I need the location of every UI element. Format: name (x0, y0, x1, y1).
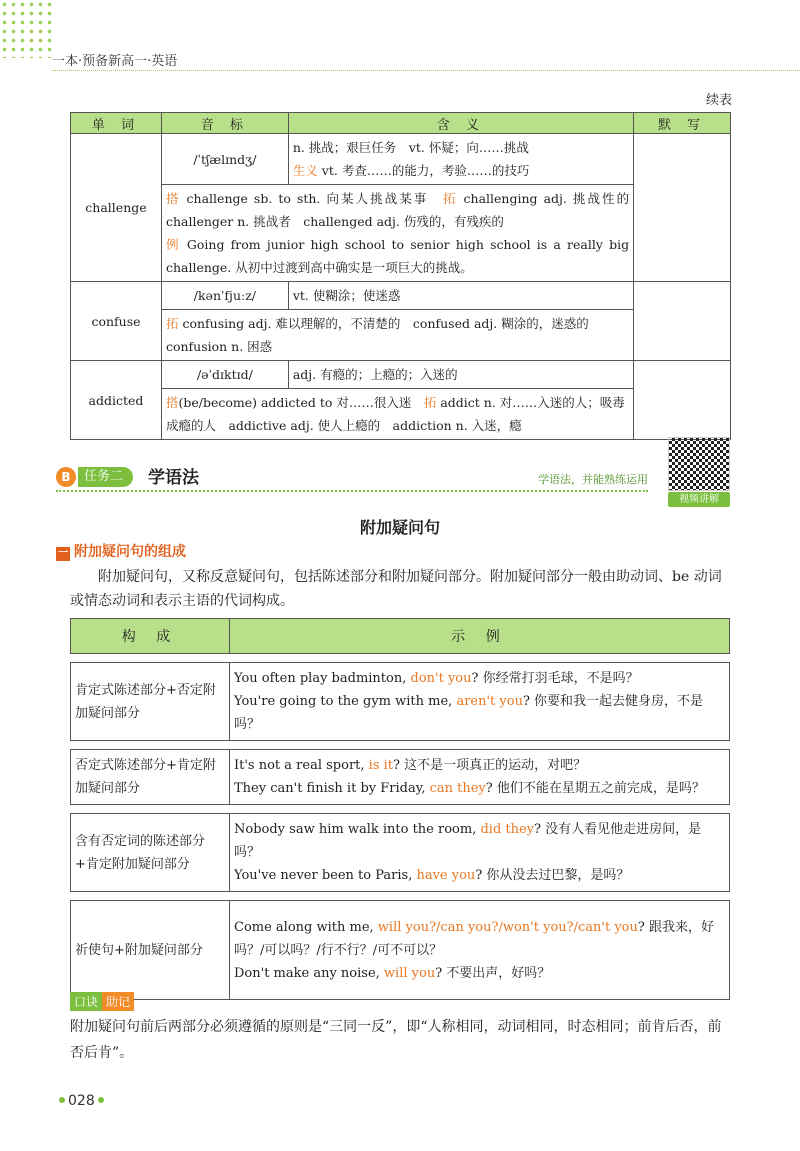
col-header-meaning: 含 义 (288, 113, 633, 134)
example-cell (230, 901, 730, 1000)
col-header-word: 单 词 (71, 113, 162, 134)
video-explain-label[interactable]: 视频讲解 (668, 492, 730, 507)
page-title: 附加疑问句 (359, 518, 440, 537)
structure-cell: 祈使句+附加疑问部分 (71, 901, 230, 1000)
dictation-cell[interactable] (634, 134, 731, 282)
collocation-text: challenge sb. to sth. 向某人挑战某事 (180, 191, 443, 206)
example-line: Nobody saw him walk into the room, did they? 没有人看见他走进房间，是吗？ (234, 822, 702, 860)
row-spacer (71, 654, 730, 663)
row-spacer (71, 805, 730, 814)
example-line: You often play badminton, don't you? 你经常打羽毛球，不是吗？ (234, 671, 639, 686)
table-row (71, 750, 730, 805)
tag-label: 例 (165, 237, 181, 252)
meaning-cell: vt. 使糊涂；使迷惑 (288, 282, 633, 310)
word-cell: addicted (71, 361, 162, 440)
example-cell (230, 814, 730, 892)
tag-label: 拓 (165, 316, 179, 331)
structure-cell: 肯定式陈述部分+否定附加疑问部分 (71, 663, 230, 741)
table-row (71, 663, 730, 741)
example-line: It's not a real sport, is it? 这不是一项真正的运动，对吧？ (234, 758, 587, 773)
example-text: Going from junior high school to senior high school is a really big challenge. 从初中过渡到高中确实是一项巨大的挑战。 (165, 237, 630, 275)
tag-question: can they (429, 781, 486, 796)
section-title: 学语法 (148, 468, 199, 488)
dot-icon (59, 1097, 65, 1103)
table-row (71, 185, 731, 282)
extension-text: addict n. 对……入迷的人；吸毒成瘾的人 addictive adj. 使人上瘾的 addiction n. 入迷，瘾 (165, 395, 625, 433)
dictation-cell[interactable] (634, 361, 731, 440)
phonetic-cell: /ˈtʃælɪndʒ/ (161, 134, 288, 185)
extension-text: confusing adj. 难以理解的，不清楚的 confused adj. 糊涂的，迷惑的 confusion n. 困惑 (165, 316, 589, 354)
table-row (71, 814, 730, 892)
tag-question: will you?/can you?/won't you?/can't you (377, 919, 638, 935)
meaning-cell: adj. 有瘾的；上瘾的；入迷的 (288, 361, 633, 389)
vocab-table (70, 112, 731, 440)
notes-cell (161, 185, 633, 282)
section-subtitle: 学语法，并能熟练运用 (538, 473, 648, 486)
mnemonic-label-b: 助记 (102, 992, 134, 1011)
tag-question: did they (480, 822, 535, 837)
qr-code-icon[interactable] (668, 437, 730, 491)
table-row (71, 901, 730, 1000)
example-line: Come along with me, will you?/can you?/won't you?/can't you? 跟我来，好吗？/可以吗？/行不行？/可不可以？ (234, 919, 714, 958)
book-title: 一本·预备新高一·英语 (52, 54, 178, 69)
grammar-table (70, 618, 730, 1000)
mnemonic-label (70, 991, 134, 1011)
col-header-dictation: 默 写 (634, 113, 731, 134)
tag-question: aren't you (456, 694, 523, 709)
word-cell: challenge (71, 134, 162, 282)
tag-question: is it (368, 758, 393, 773)
section-divider (56, 490, 648, 492)
structure-cell: 否定式陈述部分+肯定附加疑问部分 (71, 750, 230, 805)
section-header-grammar (56, 463, 648, 493)
example-line: You've never been to Paris, have you? 你从没去过巴黎，是吗？ (234, 868, 630, 883)
example-cell (230, 663, 730, 741)
col-header-example: 示 例 (230, 619, 730, 654)
table-row (71, 282, 731, 310)
subsection-heading (56, 541, 186, 561)
table-row (71, 134, 731, 185)
mnemonic-label-a: 口诀 (70, 992, 102, 1011)
example-line: They can't finish it by Friday, can they? 他们不能在星期五之前完成，是吗？ (234, 781, 705, 796)
notes-cell (161, 389, 633, 440)
continued-label: 续表 (705, 93, 732, 108)
structure-cell: 含有否定词的陈述部分+肯定附加疑问部分 (71, 814, 230, 892)
task-label: 任务二 (78, 467, 133, 487)
tag-label: 拓 (442, 191, 458, 206)
grammar-header-row (71, 619, 730, 654)
col-header-phonetic: 音 标 (161, 113, 288, 134)
vocab-header-row (71, 113, 731, 134)
row-spacer (71, 892, 730, 901)
example-cell (230, 750, 730, 805)
page-number (56, 1093, 107, 1109)
meaning-cell (288, 134, 633, 185)
table-row (71, 389, 731, 440)
phonetic-cell: /əˈdɪktɪd/ (161, 361, 288, 389)
intro-paragraph: 附加疑问句，又称反意疑问句，包括陈述部分和附加疑问部分。附加疑问部分一般由助动词、be 动词或情态动词和表示主语的代词构成。 (70, 569, 722, 609)
tag-question: have you (416, 868, 476, 883)
tag-label: 拓 (423, 395, 437, 410)
tag-question: will you (383, 965, 436, 981)
table-row (71, 310, 731, 361)
mnemonic-text: 附加疑问句前后两部分必须遵循的原则是“三同一反”，即“人称相同，动词相同，时态相同；前肯后否，前否后肯”。 (70, 1019, 722, 1061)
page-number-text: 028 (68, 1093, 95, 1109)
col-header-structure: 构 成 (71, 619, 230, 654)
extension-text: challenging adj. 挑战性的 challenger n. 挑战者 challenged adj. 伤残的，有残疾的 (165, 191, 630, 229)
header-divider (52, 70, 800, 71)
tag-label: 搭 (165, 191, 181, 206)
subsection-number: 一 (58, 548, 68, 559)
table-row (71, 361, 731, 389)
dot-icon (98, 1097, 104, 1103)
phonetic-cell: /kənˈfjuːz/ (161, 282, 288, 310)
tag-question: don't you (410, 671, 472, 686)
meaning-line (293, 159, 629, 182)
word-cell: confuse (71, 282, 162, 361)
tag-label: 搭 (165, 395, 179, 410)
meaning-text: vt. 考查……的能力，考验……的技巧 (317, 163, 530, 178)
dictation-cell[interactable] (634, 282, 731, 361)
tag-label: 生义 (292, 163, 318, 178)
corner-dots-decoration (0, 0, 52, 58)
subsection-title: 附加疑问句的组成 (74, 544, 186, 560)
notes-cell (161, 310, 633, 361)
collocation-text: (be/become) addicted to 对……很入迷 (178, 395, 424, 410)
meaning-line: n. 挑战；艰巨任务 vt. 怀疑；向……挑战 (292, 140, 529, 155)
row-spacer (71, 741, 730, 750)
example-line: You're going to the gym with me, aren't you? 你要和我一起去健身房，不是吗？ (234, 694, 704, 732)
example-line: Don't make any noise, will you? 不要出声，好吗？ (234, 965, 551, 981)
section-badge: B (56, 467, 76, 487)
